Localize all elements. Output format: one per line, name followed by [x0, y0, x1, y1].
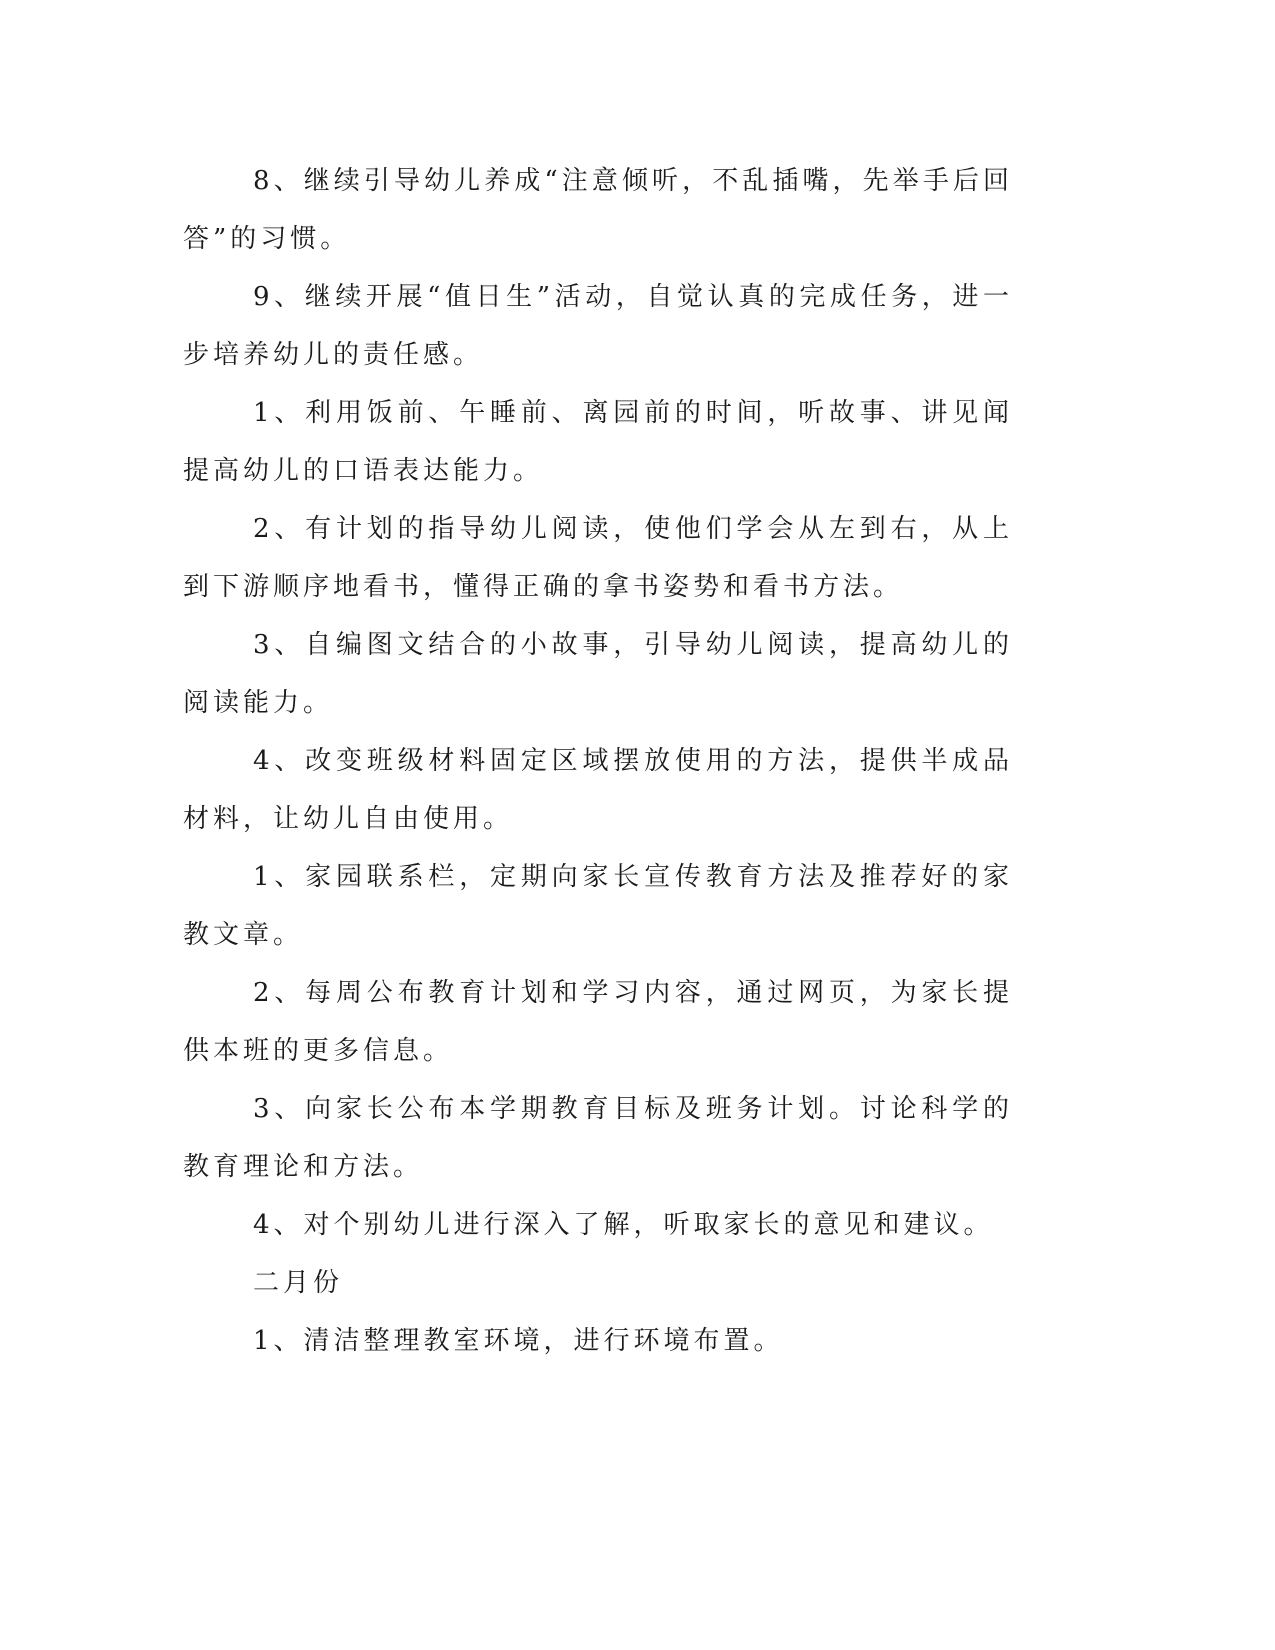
paragraph-february-1: 1、清洁整理教室环境，进行环境布置。 [253, 1326, 784, 1356]
paragraph-parents-2: 2、每周公布教育计划和学习内容，通过网页，为家长提供本班的更多信息。 [183, 978, 1013, 1066]
paragraph-item-9-duty: 9、继续开展“值日生”活动，自觉认真的完成任务，进一步培养幼儿的责任感。 [183, 282, 1013, 370]
paragraph-parents-3: 3、向家长公布本学期教育目标及班务计划。讨论科学的教育理论和方法。 [183, 1094, 1013, 1182]
paragraph-item-8-habit: 8、继续引导幼儿养成“注意倾听，不乱插嘴，先举手后回答”的习惯。 [183, 166, 1013, 254]
section-heading-february: 二月份 [253, 1268, 344, 1298]
paragraph-parents-4: 4、对个别幼儿进行深入了解，听取家长的意见和建议。 [253, 1210, 994, 1240]
document-body [183, 152, 1013, 1370]
paragraph-language-3: 3、自编图文结合的小故事，引导幼儿阅读，提高幼儿的阅读能力。 [183, 630, 1013, 718]
paragraph-parents-1: 1、家园联系栏，定期向家长宣传教育方法及推荐好的家教文章。 [183, 862, 1013, 950]
paragraph-language-1: 1、利用饭前、午睡前、离园前的时间，听故事、讲见闻提高幼儿的口语表达能力。 [183, 398, 1013, 486]
paragraph-language-2: 2、有计划的指导幼儿阅读，使他们学会从左到右，从上到下游顺序地看书，懂得正确的拿书姿势和看书方法。 [183, 514, 1013, 602]
paragraph-language-4: 4、改变班级材料固定区域摆放使用的方法，提供半成品材料，让幼儿自由使用。 [183, 746, 1013, 834]
